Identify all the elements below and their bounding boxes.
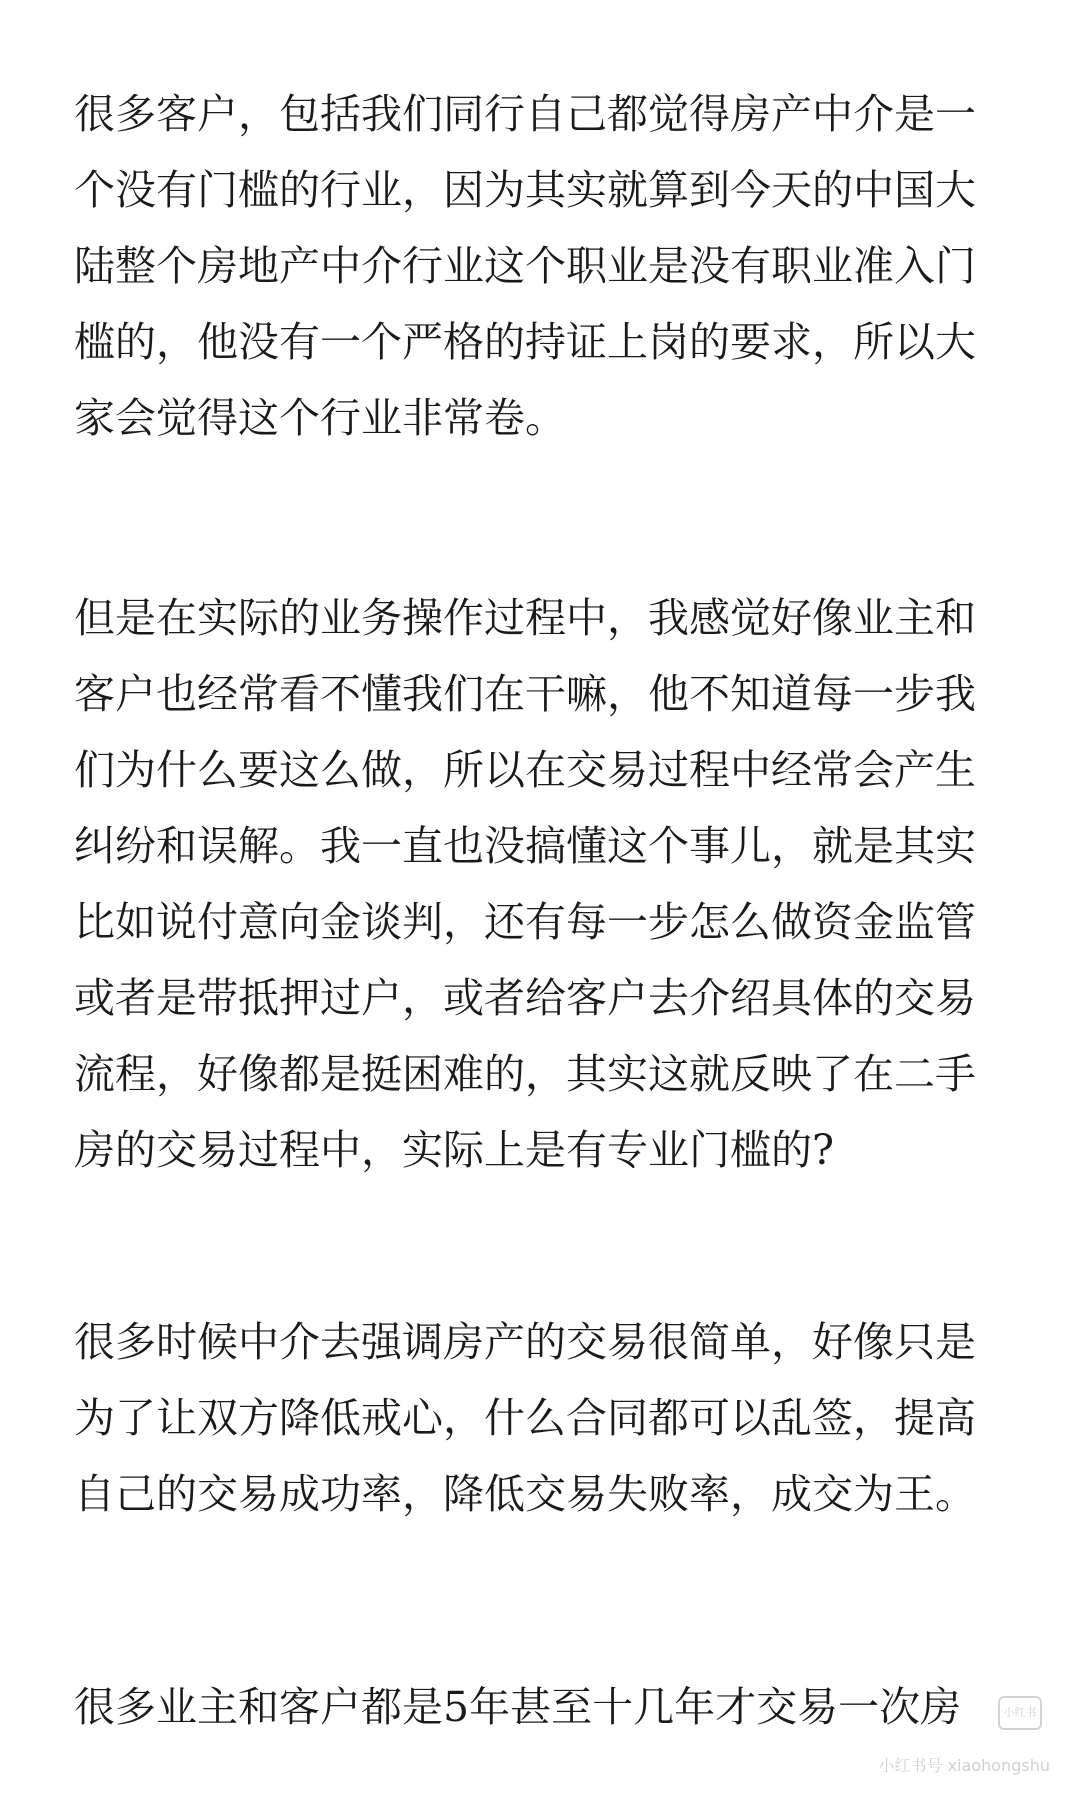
platform-watermark <box>830 1696 1050 1776</box>
text-line: 们为什么要这么做，所以在交易过程中经常会产生 <box>74 746 976 794</box>
watermark-handle: 小红书号 xiaohongshu <box>878 1756 1050 1775</box>
text-line: 很多客户，包括我们同行自己都觉得房产中介是一 <box>74 90 976 138</box>
text-line: 很多时候中介去强调房产的交易很简单，好像只是 <box>74 1318 976 1366</box>
paragraph-4 <box>74 1669 961 1745</box>
text-line: 纠纷和误解。我一直也没搞懂这个事儿，就是其实 <box>74 822 976 870</box>
text-line: 比如说付意向金谈判，还有每一步怎么做资金监管 <box>74 898 976 946</box>
text-line: 或者是带抵押过户，或者给客户去介绍具体的交易 <box>74 974 976 1022</box>
text-line: 流程，好像都是挺困难的，其实这就反映了在二手 <box>74 1050 976 1098</box>
paragraph-3 <box>74 1304 976 1532</box>
text-line: 客户也经常看不懂我们在干嘛，他不知道每一步我 <box>74 670 976 718</box>
text-line: 陆整个房地产中介行业这个职业是没有职业准入门 <box>74 242 976 290</box>
text-line: 为了让双方降低戒心，什么合同都可以乱签，提高 <box>74 1394 976 1442</box>
paragraph-1 <box>74 76 976 456</box>
watermark-logo-icon: 小红书 <box>998 1696 1042 1730</box>
text-line: 自己的交易成功率，降低交易失败率，成交为王。 <box>74 1470 976 1518</box>
text-line: 家会觉得这个行业非常卷。 <box>74 394 566 442</box>
text-line: 房的交易过程中，实际上是有专业门槛的? <box>74 1126 834 1174</box>
paragraph-2 <box>74 580 976 1188</box>
text-line: 个没有门槛的行业，因为其实就算到今天的中国大 <box>74 166 976 214</box>
text-line: 很多业主和客户都是5年甚至十几年才交易一次房 <box>74 1683 962 1731</box>
text-line: 但是在实际的业务操作过程中，我感觉好像业主和 <box>74 594 976 642</box>
text-line: 槛的，他没有一个严格的持证上岗的要求，所以大 <box>74 318 976 366</box>
